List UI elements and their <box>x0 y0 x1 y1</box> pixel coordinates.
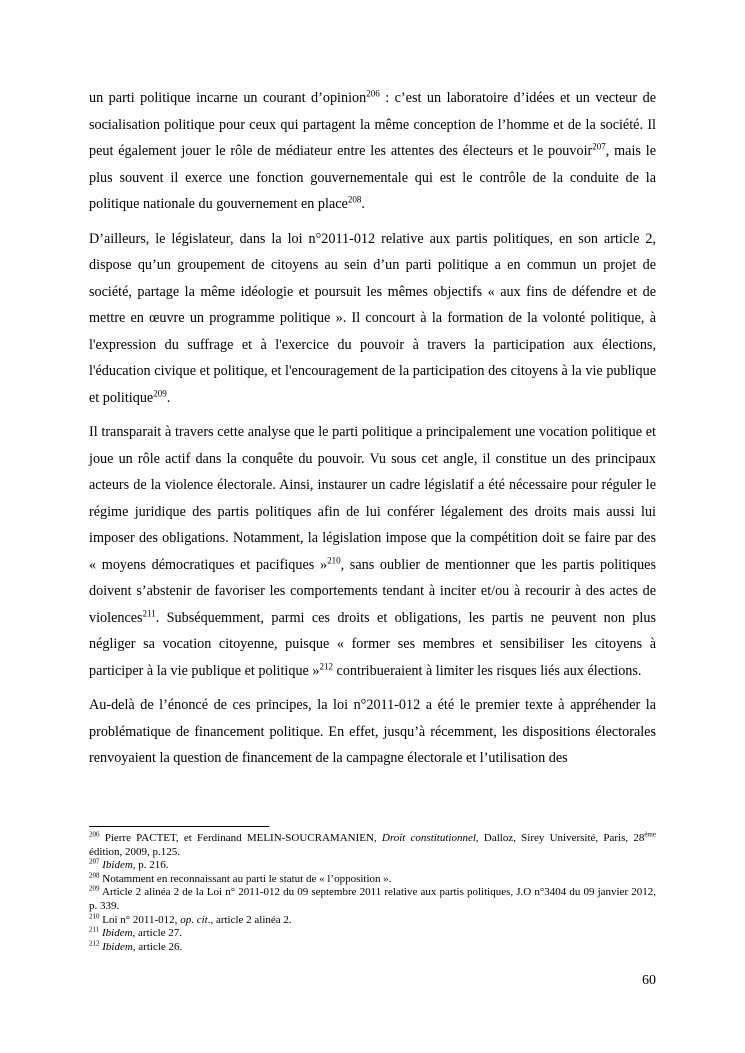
text-run: ., article 2 alinéa 2. <box>207 913 292 926</box>
footnote-ref: 212 <box>319 660 333 671</box>
text-run: , article 26. <box>132 940 183 953</box>
text-run: : c’est un laboratoire d’idées et un vecteur de socialisation politique pour ceux qui partagent la même conception de l’homme et de la société. Il peut également jouer le rôle de médiateur entre les attentes des électeurs et le pouvoir <box>89 90 656 159</box>
paragraph <box>89 226 656 412</box>
text-run: un parti politique incarne un courant d’opinion <box>89 90 367 106</box>
text-run: , p. 216. <box>132 859 169 872</box>
paragraph <box>89 692 656 772</box>
italic-text: Ibidem <box>102 940 133 953</box>
text-run: , article 27. <box>132 927 183 940</box>
text-run: Pierre PACTET, et Ferdinand MELIN-SOUCRAMANIEN, <box>99 832 382 844</box>
footnotes <box>89 832 656 954</box>
text-run: , Dalloz, Sirey Université, Paris, 28 <box>475 832 645 844</box>
italic-text: Droit constitutionnel <box>381 832 476 844</box>
paragraph <box>89 419 656 684</box>
footnote-ref: 210 <box>327 554 341 565</box>
footnote-ref: 207 <box>592 141 606 152</box>
footnote <box>89 832 656 859</box>
text-run: . Subséquemment, parmi ces droits et obligations, les partis ne peuvent non plus négliger sa vocation citoyenne, puisque « former ses membres et sensibiliser les citoyens à participer à la vie publique et politique » <box>89 609 656 679</box>
text-run: . <box>166 389 171 406</box>
text-run: contribueraient à limiter les risques liés aux élections. <box>332 662 642 679</box>
italic-text: Ibidem <box>102 859 133 872</box>
page-number: 60 <box>642 973 656 988</box>
italic-text: op. cit <box>180 913 208 926</box>
footnote-ref: 206 <box>366 88 380 99</box>
text-run: . <box>361 196 365 212</box>
text-run: Au-delà de l’énoncé de ces principes, la loi n°2011-012 a été le premier texte à appréhender la problématique de financement politique. En effet, jusqu’à récemment, les dispositions électorales renvoyaient la question de financement de la campagne électorale et l’utilisation des <box>89 697 656 766</box>
footnote <box>89 911 656 928</box>
footnote-ref: 206 <box>89 830 100 839</box>
text-run: , sans oublier de mentionner que les partis politiques doivent s’abstenir de favoriser les comportements tendant à inciter et/ou à recourir à des actes de violences <box>89 556 656 626</box>
footnote-ref: ème <box>644 830 656 839</box>
text-run: D’ailleurs, le législateur, dans la loi n°2011-012 relative aux partis politiques, en son article 2, dispose qu’un groupement de citoyens au sein d’un parti politique a en commun un projet de société, partage la même idéologie et poursuit les mêmes objectifs « aux fins de défendre et de mettre en œuvre un programme politique ». Il concourt à la formation de la volonté politique, à l'expression du suffrage et à l'exercice du pouvoir à travers la participation aux élections, l'éducation civique et politique, et l'encouragement de la participation des citoyens à la vie publique et politique <box>89 230 656 406</box>
text-run: Notamment en reconnaissant au parti le statut de « l’opposition ». <box>99 872 392 885</box>
footnote-ref: 208 <box>347 194 362 205</box>
footnote <box>89 859 656 873</box>
footnote <box>89 873 656 887</box>
footnote-ref: 212 <box>89 939 100 948</box>
footnote <box>89 886 656 913</box>
text-run: Article 2 alinéa 2 de la Loi n° 2011-012 du 09 septembre 2011 relative aux partis politiques, J.O n°3404 du 09 janvier 2012, p. 339. <box>89 886 656 912</box>
footnote <box>89 927 656 941</box>
footnote-ref: 209 <box>153 387 167 398</box>
footnote-separator <box>89 826 269 827</box>
text-run: , mais le plus souvent il exerce une fonction gouvernementale qui est le contrôle de la conduite de la politique nationale du gouvernement en place <box>89 143 656 212</box>
footnote-ref: 209 <box>89 884 100 893</box>
body-text <box>89 85 656 780</box>
footnote-ref: 208 <box>89 871 100 880</box>
text-run: Il transparait à travers cette analyse que le parti politique a principalement une vocation politique et joue un rôle actif dans la conquête du pouvoir. Vu sous cet angle, il constitue un des principaux acteurs de la violence électorale. Ainsi, instaurer un cadre législatif a été nécessaire pour réguler le régime juridique des partis politiques afin de lui conférer légalement des droits mais aussi lui imposer des obligations. Notamment, la législation impose que la compétition doit se faire par des « moyens démocratiques et pacifiques » <box>89 424 656 573</box>
italic-text: Ibidem <box>102 927 133 940</box>
footnote-ref: 211 <box>142 607 156 618</box>
text-run: édition, 2009, p.125. <box>89 845 181 858</box>
footnote-ref: 210 <box>89 911 100 920</box>
footnote <box>89 941 656 955</box>
paragraph <box>89 85 656 218</box>
footnote-ref: 207 <box>89 857 100 866</box>
text-run: Loi n° 2011-012, <box>99 913 181 926</box>
footnote-ref: 211 <box>89 925 100 934</box>
